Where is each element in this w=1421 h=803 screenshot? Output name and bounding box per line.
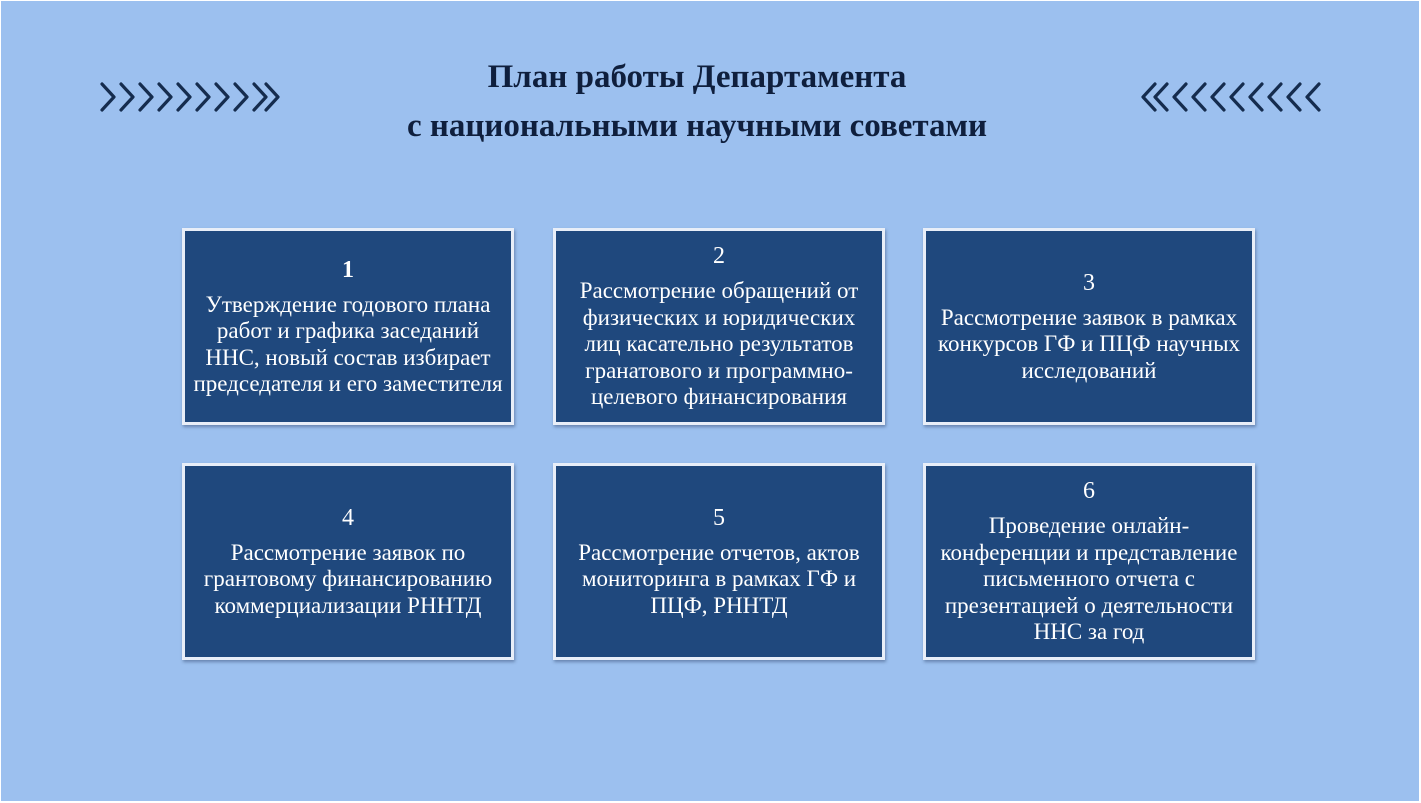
chevron-right-icon bbox=[99, 81, 283, 115]
card-text: Проведение онлайн-конференции и представление письменного отчета с презентацией о деятельности ННС за год bbox=[940, 513, 1238, 645]
plan-card-1 bbox=[182, 228, 514, 425]
chevron-left-icon bbox=[1138, 81, 1322, 115]
card-number: 5 bbox=[713, 504, 725, 531]
card-number: 2 bbox=[713, 243, 725, 270]
page-title bbox=[297, 53, 1097, 151]
card-text: Рассмотрение обращений от физических и юридических лиц касательно результатов гранатового и программно-целевого финансирования bbox=[579, 278, 859, 410]
card-text: Рассмотрение отчетов, актов мониторинга в рамках ГФ и ПЦФ, РННТД bbox=[578, 539, 860, 618]
card-number: 3 bbox=[1083, 269, 1095, 296]
card-number: 6 bbox=[1083, 478, 1095, 505]
plan-card-6 bbox=[923, 463, 1255, 660]
card-text: Утверждение годового плана работ и графика заседаний ННС, новый состав избирает председателя и его заместителя bbox=[193, 291, 503, 396]
card-number: 1 bbox=[342, 256, 354, 283]
title-line-2: с национальными научными советами bbox=[406, 108, 988, 144]
card-text: Рассмотрение заявок по грантовому финансированию коммерциализации РННТД bbox=[203, 539, 493, 618]
title-line-1: План работы Департамента bbox=[487, 59, 907, 95]
plan-card-4 bbox=[182, 463, 514, 660]
card-text: Рассмотрение заявок в рамках конкурсов ГФ и ПЦФ научных исследований bbox=[937, 304, 1241, 383]
card-number: 4 bbox=[342, 504, 354, 531]
plan-card-2 bbox=[553, 228, 885, 425]
plan-card-3 bbox=[923, 228, 1255, 425]
plan-card-5 bbox=[553, 463, 885, 660]
slide bbox=[1, 1, 1419, 801]
